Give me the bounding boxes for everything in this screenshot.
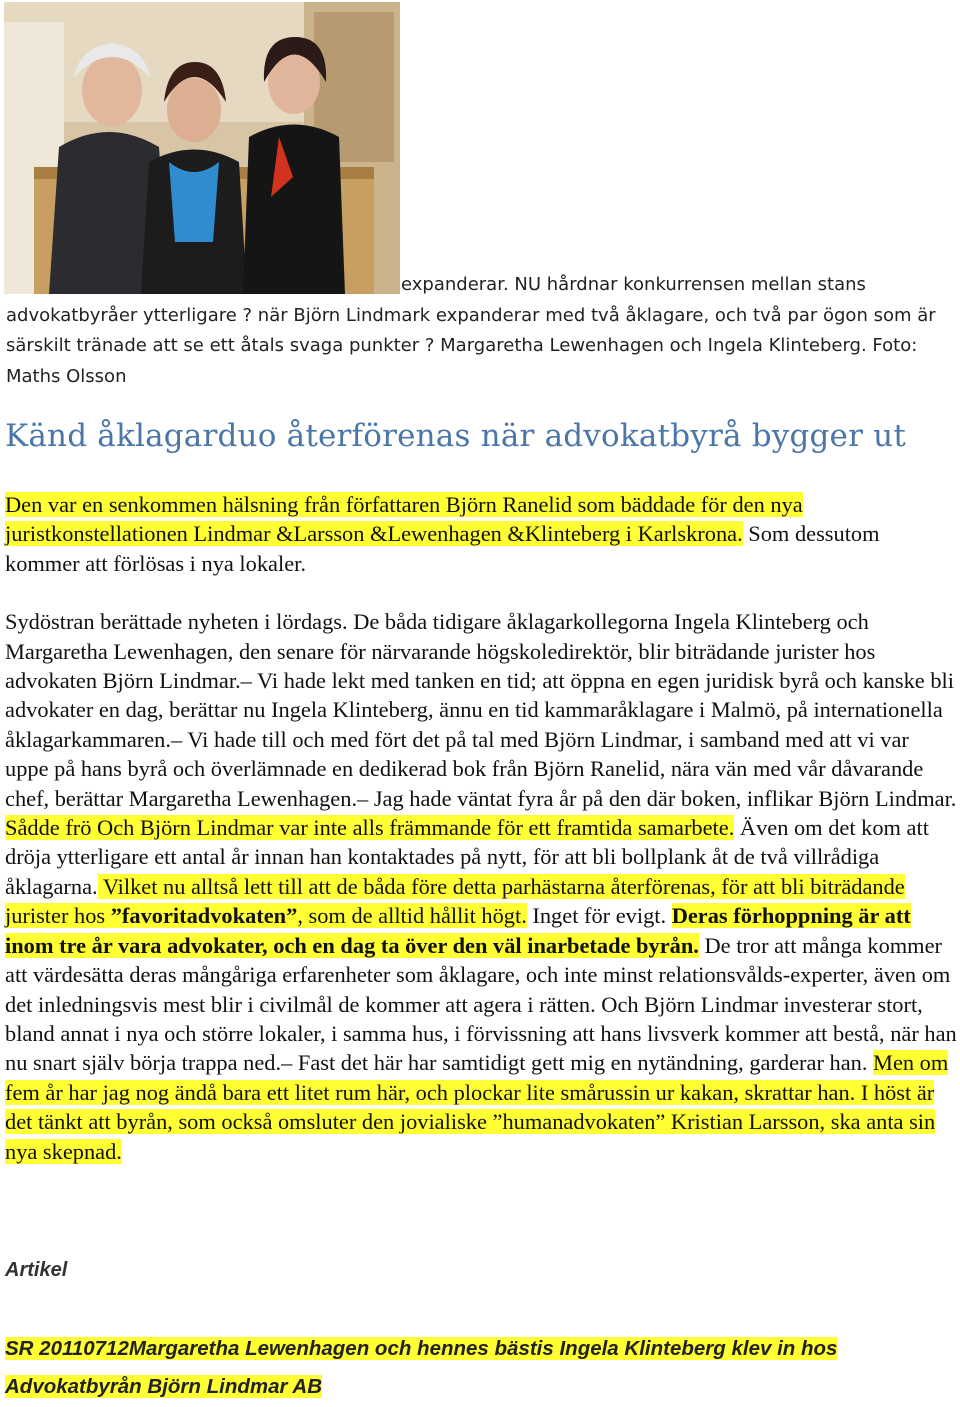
article-headline: Känd åklagarduo återförenas när advokatbyrå bygger ut <box>5 418 907 454</box>
highlight-ending: Men om fem år har jag nog ändå bara ett litet rum här, och plockar lite smårussin ur kakan, skrattar han. I höst är det tänkt att byrån, som också omsluter den jovialiske ”humanadvokaten” Kristian Larsson, ska anta sin nya skepnad. <box>5 1050 949 1164</box>
highlight-forhoppning: Deras förhoppning är att inom tre år vara advokater, och en dag ta över den väl inarbetade byrån. <box>5 903 911 958</box>
favoritadvokaten-bold: ”favoritadvokaten” <box>110 903 298 929</box>
main-part-1: Sydöstran berättade nyheten i lördags. De båda tidigare åklagarkollegorna Ingela Klinteberg och Margaretha Lewenhagen, den senare för närvarande högskoledirektör, blir biträdande jurister hos advokaten Björn Lindmar.– Vi hade lekt med tanken en tid; att öppna en egen juridisk byrå och kanske bli advokater en dag, berättar nu Ingela Klinteberg, ännu en tid kammaråklagare i Malmö, på internationella åklagarkammaren.– Vi hade till och med fört det på tal med Björn Lindmar, i samband med att vi var uppe på hans byrå och överlämnade en dedikerad bok från Björn Ranelid, nära vän med vår dåvarande chef, berättar Margaretha Lewenhagen.– Jag hade väntat fyra år på den där boken, inflikar Björn Lindmar. <box>5 609 957 811</box>
source-line-2: Advokatbyrån Björn Lindmar AB <box>5 1375 323 1398</box>
highlight-sadde-fro: Sådde frö Och Björn Lindmar var inte alls främmande för ett framtida samarbete. <box>5 815 735 841</box>
photo-caption <box>6 270 952 392</box>
main-part-4a: Vilket nu alltså lett till att de båda före detta parhästarna återförenas, för att bli biträdande jurister hos <box>5 873 905 929</box>
highlight-intro: Den var en senkommen hälsning från författaren Björn Ranelid som bäddade för den nya juristkonstellationen Lindmar &Larsson &Lewenhagen &Klinteberg i Karlskrona. <box>5 492 803 547</box>
caption-text: expanderar. NU hårdnar konkurrensen mellan stans advokatbyråer ytterligare ? när Björn Lindmark expanderar med två åklagare, och två par ögon som är särskilt tränade att se ett åtals svaga punkter ? Margaretha Lewenhagen och Ingela Klinteberg. Foto: Maths Olsson <box>6 274 936 387</box>
paragraph-intro <box>5 490 957 578</box>
main-part-5: Inget för evigt. <box>526 903 672 929</box>
main-part-3: Även om det kom att dröja ytterligare ett antal år innan han kontaktades på nytt, för att bli bollplank åt de två villrådiga åklagarna. <box>5 815 929 899</box>
artikel-label: Artikel <box>5 1259 68 1281</box>
paragraph-main <box>5 607 957 1166</box>
article-photo <box>4 2 400 294</box>
article-body <box>5 490 957 1195</box>
source-reference <box>5 1330 955 1406</box>
photo-of-three-people-icon <box>4 2 400 294</box>
caption-indent <box>6 289 401 290</box>
intro-tail: Som dessutom kommer att förlösas i nya lokaler. <box>5 521 880 576</box>
main-part-4c: , som de alltid hållit högt. <box>297 903 527 929</box>
main-part-7: De tror att många kommer att värdesätta deras mångåriga erfarenheter som åklagare, och inte minst relationsvålds-experter, även om det inledningsvis mest blir i civilmål de kommer att agera i rätten. Och Björn Lindmar investerar stort, bland annat i nya och större lokaler, i samma hus, i förvissning att hans livsverk kommer att bestå, när han nu snart själv börja trappa ned.– Fast det här har samtidigt gett mig en nytändning, garderar han. <box>5 932 957 1076</box>
source-line-1: SR 20110712Margaretha Lewenhagen och hennes bästis Ingela Klinteberg klev in hos <box>5 1337 838 1360</box>
